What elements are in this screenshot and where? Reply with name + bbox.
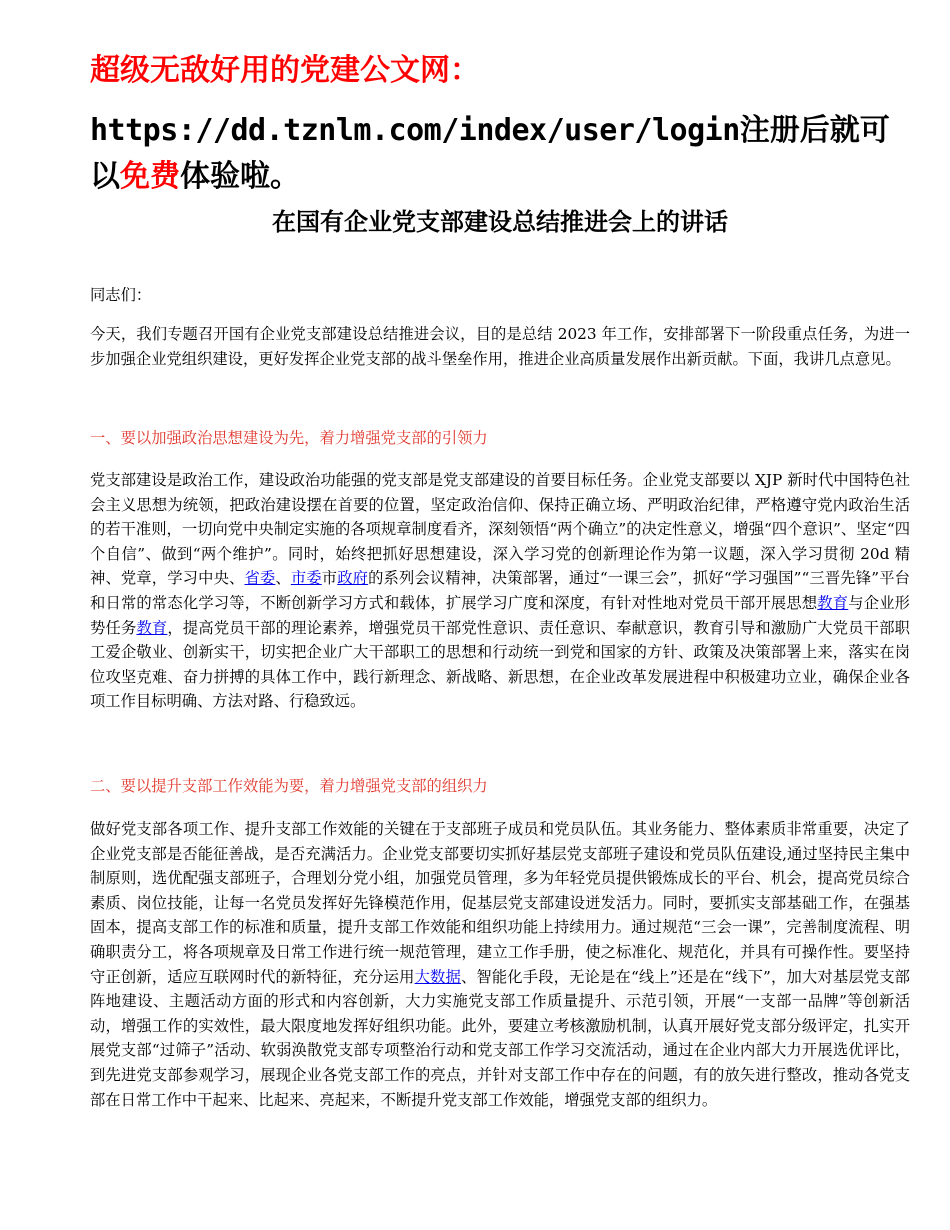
- promo-free: 免费: [120, 159, 180, 194]
- section2-heading: 二、要以提升支部工作效能为要，着力增强党支部的组织力: [90, 777, 488, 795]
- section2-text-a: 做好党支部各项工作、提升支部工作效能的关键在于支部班子成员和党员队伍。其业务能力、整体素质非常重要，决定了企业党支部是否能征善战，是否充满活力。企业党支部要切实抓好基层党支部班子建设和党员队伍建设,通过坚持民主集中制原则，选优配强支部班子，合理划分党小组，加强党员管理，多为年轻党员提供锻炼成长的平台、机会，提高党员综合素质、岗位技能，让每一名党员发挥好先锋模范作用，促基层党支部建设迸发活力。同时，要抓实支部基础工作，在强基固本，提高支部工作的标准和质量，提升支部工作效能和组织功能上持续用力。通过规范“三会一课”，完善制度流程、明确职责分工，将各项规章及日常工作进行统一规范管理，建立工作手册，使之标准化、规范化，并具有可操作性。要坚持守正创新，适应互联网时代的新特征，充分运用: [90, 820, 910, 986]
- link-jiaoyu-1[interactable]: 教育: [817, 593, 849, 612]
- section1-text-d: 与企业形势任务: [90, 593, 910, 637]
- section2-paragraph: [90, 817, 910, 1112]
- greeting: 同志们：: [90, 286, 152, 304]
- section1-paragraph: [90, 468, 910, 714]
- link-dashuju[interactable]: 大数据: [414, 967, 461, 986]
- section1-text-e: ，提高党员干部的理论素养，增强党员干部党性意识、责任意识、奉献意识，教育引导和激励广大党员干部职工爱企敬业、创新实干，切实把企业广大干部职工的思想和行动统一到党和国家的方针、政策及决策部署上来，落实在岗位攻坚克难、奋力拼搏的具体工作中，践行新理念、新战略、新思想，在企业改革发展进程中积极建功立业，确保企业各项工作目标明确、方法对路、行稳致远。: [90, 618, 910, 711]
- link-shengwei[interactable]: 省委: [244, 569, 276, 588]
- section1-text-a: 党支部建设是政治工作，建设政治功能强的党支部是党支部建设的首要目标任务。企业党支部要以 XJP 新时代中国特色社会主义思想为统领，把政治建设摆在首要的位置，坚定政治信仰、保持正确立场、严明政治纪律，严格遵守党内政治生活的若干准则，一切向党中央制定实施的各项规章制度看齐，深刻领悟“两个确立”的决定性意义，增强“四个意识”、坚定“四个自信”、做到“两个维护”。同时，始终把抓好思想建设，深入学习党的创新理论作为第一议题，深入学习贯彻 20d 精神、党章，学习中央、: [90, 471, 910, 588]
- link-jiaoyu-2[interactable]: 教育: [136, 618, 168, 637]
- section2-text-b: 、智能化手段，无论是在“线上”还是在“线下”，加大对基层党支部阵地建设、主题活动方面的形式和内容创新，大力实施党支部工作质量提升、示范引领，开展“一支部一品牌”等创新活动，增强工作的实效性，最大限度地发挥好组织功能。此外，要建立考核激励机制，认真开展好党支部分级评定，扎实开展党支部“过筛子”活动、软弱涣散党支部专项整治行动和党支部工作学习交流活动，通过在企业内部大力开展选优评比，到先进党支部参观学习，展现企业各党支部工作的亮点，并针对支部工作中存在的问题，有的放矢进行整改，推动各党支部在日常工作中干起来、比起来、亮起来，不断提升党支部工作效能，增强党支部的组织力。: [90, 967, 910, 1109]
- promo-url-line: [90, 108, 910, 200]
- document-title: 在国有企业党支部建设总结推进会上的讲话: [272, 207, 728, 236]
- promo-url[interactable]: https://dd.tznlm.com/index/user/login: [90, 113, 740, 148]
- section1-heading: 一、要以加强政治思想建设为先，着力增强党支部的引领力: [90, 429, 488, 447]
- link-shiwei[interactable]: 市委: [290, 569, 322, 588]
- section1-text-b: 市: [321, 569, 338, 588]
- link-zhengfu[interactable]: 政府: [337, 569, 369, 588]
- promo-after-url: 注册后就可以: [90, 113, 890, 194]
- promo-heading: [90, 48, 910, 94]
- section1-sep: 、: [275, 569, 291, 588]
- promo-tail: 体验啦。: [180, 159, 300, 194]
- promo-line1-text: 超级无敌好用的党建公文网：: [90, 53, 480, 88]
- section1-text-c: 的系列会议精神，决策部署，通过“一课三会”，抓好“学习强国”“三晋先锋”平台和日常的常态化学习等，不断创新学习方式和载体，扩展学习广度和深度，有针对性地对党员干部开展思想: [90, 569, 910, 612]
- intro-paragraph: 今天，我们专题召开国有企业党支部建设总结推进会议，目的是总结 2023 年工作，安排部署下一阶段重点任务，为进一步加强企业党组织建设，更好发挥企业党支部的战斗堡垒作用，推进企业高质量发展作出新贡献。下面，我讲几点意见。: [90, 325, 910, 368]
